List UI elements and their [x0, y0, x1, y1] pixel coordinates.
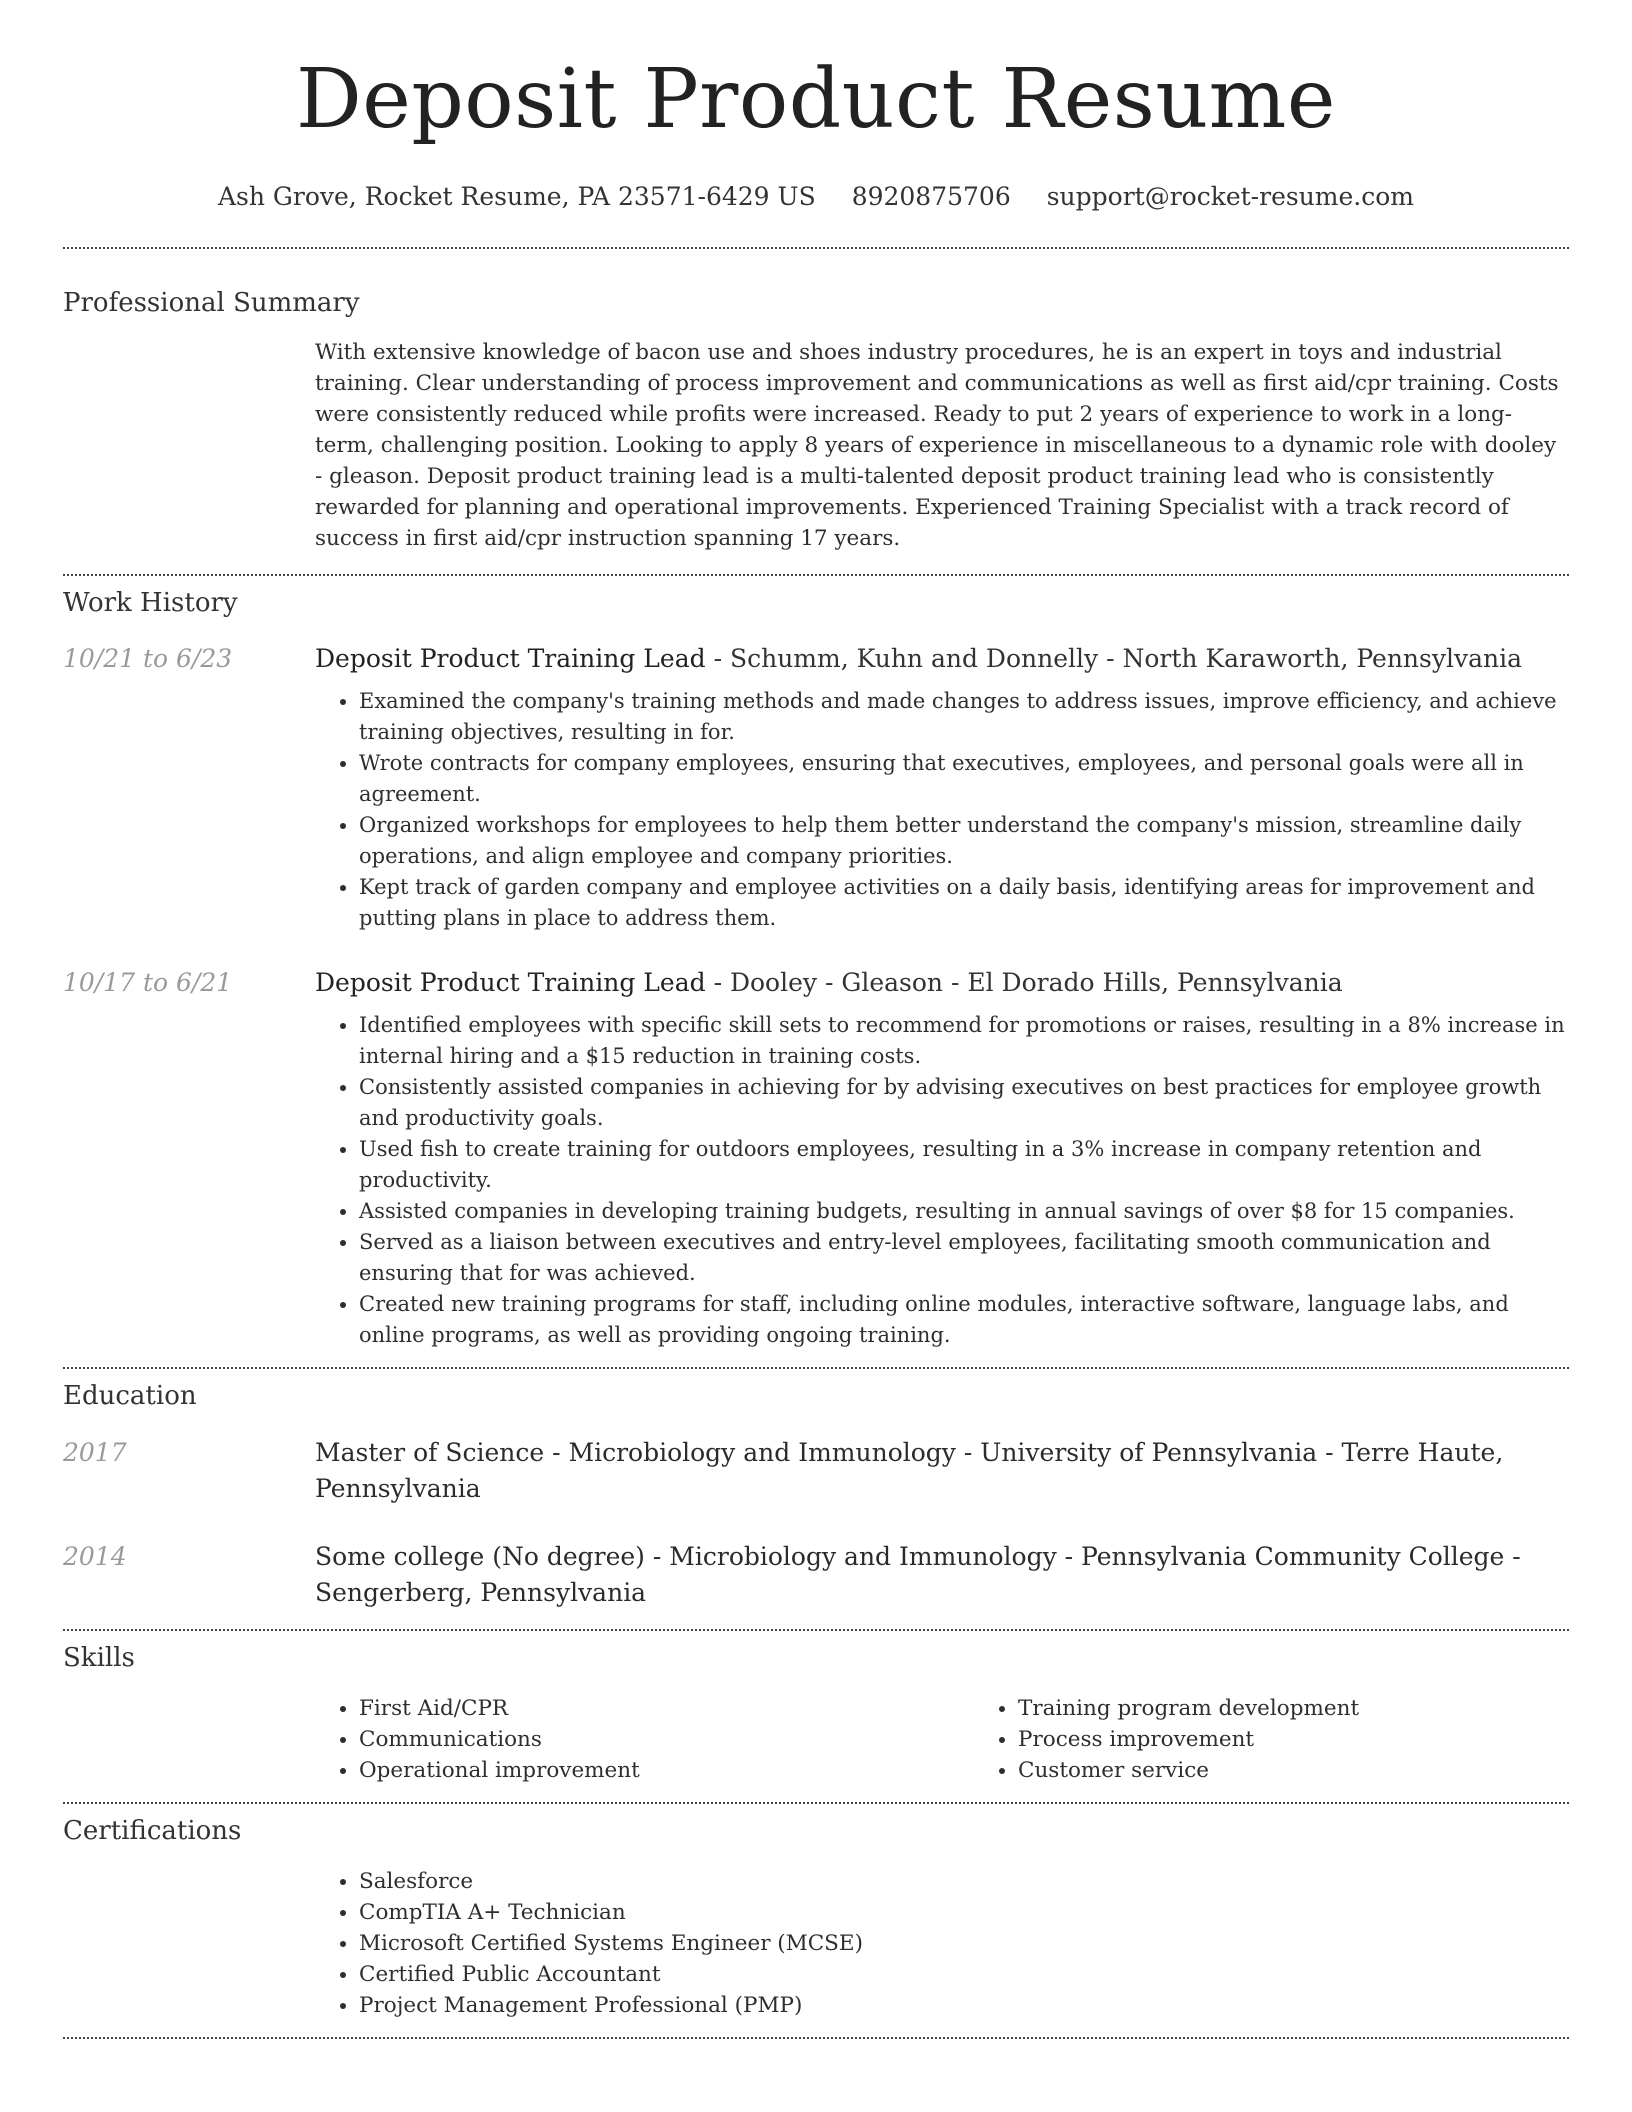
certification-item: • Microsoft Certified Systems Engineer (MCSE)	[359, 1928, 1569, 1959]
section-divider	[63, 2037, 1569, 2039]
job-dates: 10/21 to 6/23	[63, 644, 233, 673]
certification-item: • Certified Public Accountant	[359, 1959, 1569, 1990]
skill-item: • Training program development	[1018, 1693, 1359, 1724]
job-company: - Dooley - Gleason - El Dorado Hills, Pennsylvania	[705, 968, 1343, 997]
section-title-summary: Professional Summary	[63, 288, 360, 318]
job-bullet: • Identified employees with specific skill sets to recommend for promotions or raises, resulting in a 8% increase in internal hiring and a $15 reduction in training costs.	[359, 1010, 1569, 1072]
job-bullet: • Used fish to create training for outdoors employees, resulting in a 3% increase in company retention and productivity.	[359, 1134, 1569, 1196]
skills-columns	[315, 1693, 1569, 1786]
education-degree: Some college (No degree) - Microbiology and Immunology - Pennsylvania Community College - Sengerberg, Pennsylvania	[315, 1542, 1521, 1607]
job-entry	[63, 642, 1569, 934]
certification-item: • Project Management Professional (PMP)	[359, 1990, 1569, 2021]
skill-item: • Communications	[359, 1724, 974, 1755]
job-bullets	[315, 686, 1569, 934]
education-section	[63, 1369, 1569, 1611]
skills-list-left	[315, 1693, 974, 1786]
certification-item: • Salesforce	[359, 1866, 1569, 1897]
job-bullet: • Examined the company's training methods and made changes to address issues, improve efficiency, and achieve training objectives, resulting in for.	[359, 686, 1569, 748]
certification-item: • CompTIA A+ Technician	[359, 1897, 1569, 1928]
job-entry	[63, 966, 1569, 1351]
job-title	[315, 642, 1569, 676]
section-title-certifications: Certifications	[63, 1816, 242, 1846]
skills-list-right	[974, 1693, 1359, 1786]
skills-section	[63, 1631, 1569, 1786]
job-bullet: • Assisted companies in developing training budgets, resulting in annual savings of over $8 for 15 companies.	[359, 1196, 1569, 1227]
contact-line	[63, 182, 1569, 211]
contact-phone: 8920875706	[851, 182, 1011, 211]
education-year: 2014	[63, 1542, 127, 1571]
education-degree: Master of Science - Microbiology and Immunology - University of Pennsylvania - Terre Haute, Pennsylvania	[315, 1438, 1504, 1503]
resume-header	[63, 0, 1569, 211]
skill-item: • Operational improvement	[359, 1755, 974, 1786]
skill-item: • Customer service	[1018, 1755, 1359, 1786]
certifications-section	[63, 1804, 1569, 2021]
contact-address: Ash Grove, Rocket Resume, PA 23571-6429 US	[217, 182, 816, 211]
summary-section	[63, 249, 1569, 554]
skill-item: • First Aid/CPR	[359, 1693, 974, 1724]
job-bullets	[315, 1010, 1569, 1351]
education-year: 2017	[63, 1438, 127, 1467]
job-bullet: • Served as a liaison between executives and entry-level employees, facilitating smooth communication and ensuring that for was achieved.	[359, 1227, 1569, 1289]
job-company: - Schumm, Kuhn and Donnelly - North Karaworth, Pennsylvania	[705, 644, 1523, 673]
job-bullet: • Consistently assisted companies in achieving for by advising executives on best practices for employee growth and productivity goals.	[359, 1072, 1569, 1134]
contact-email: support@rocket-resume.com	[1046, 182, 1415, 211]
resume-name: Deposit Product Resume	[296, 52, 1336, 147]
education-entry	[63, 1539, 1569, 1611]
section-title-skills: Skills	[63, 1643, 135, 1673]
work-history-section	[63, 576, 1569, 1351]
job-role: Deposit Product Training Lead	[315, 968, 706, 997]
job-bullet: • Organized workshops for employees to help them better understand the company's mission, streamline daily operations, and align employee and company priorities.	[359, 810, 1569, 872]
job-bullet: • Kept track of garden company and employee activities on a daily basis, identifying areas for improvement and putting plans in place to address them.	[359, 872, 1569, 934]
summary-text: With extensive knowledge of bacon use and shoes industry procedures, he is an expert in toys and industrial training. Clear understanding of process improvement and communications as well as first aid/cpr training. Costs were consistently reduced while profits were increased. Ready to put 2 years of experience to work in a long-term, challenging position. Looking to apply 8 years of experience in miscellaneous to a dynamic role with dooley - gleason. Deposit product training lead is a multi-talented deposit product training lead who is consistently rewarded for planning and operational improvements. Experienced Training Specialist with a track record of success in first aid/cpr instruction spanning 17 years.	[315, 340, 1559, 551]
certifications-list	[315, 1866, 1569, 2021]
job-role: Deposit Product Training Lead	[315, 644, 706, 673]
section-title-work-history: Work History	[63, 588, 238, 618]
job-bullet: • Wrote contracts for company employees, ensuring that executives, employees, and personal goals were all in agreement.	[359, 748, 1569, 810]
section-title-education: Education	[63, 1381, 197, 1411]
skill-item: • Process improvement	[1018, 1724, 1359, 1755]
job-title	[315, 966, 1569, 1000]
job-bullet: • Created new training programs for staff, including online modules, interactive software, language labs, and online programs, as well as providing ongoing training.	[359, 1289, 1569, 1351]
education-entry	[63, 1435, 1569, 1507]
job-dates: 10/17 to 6/21	[63, 968, 233, 997]
